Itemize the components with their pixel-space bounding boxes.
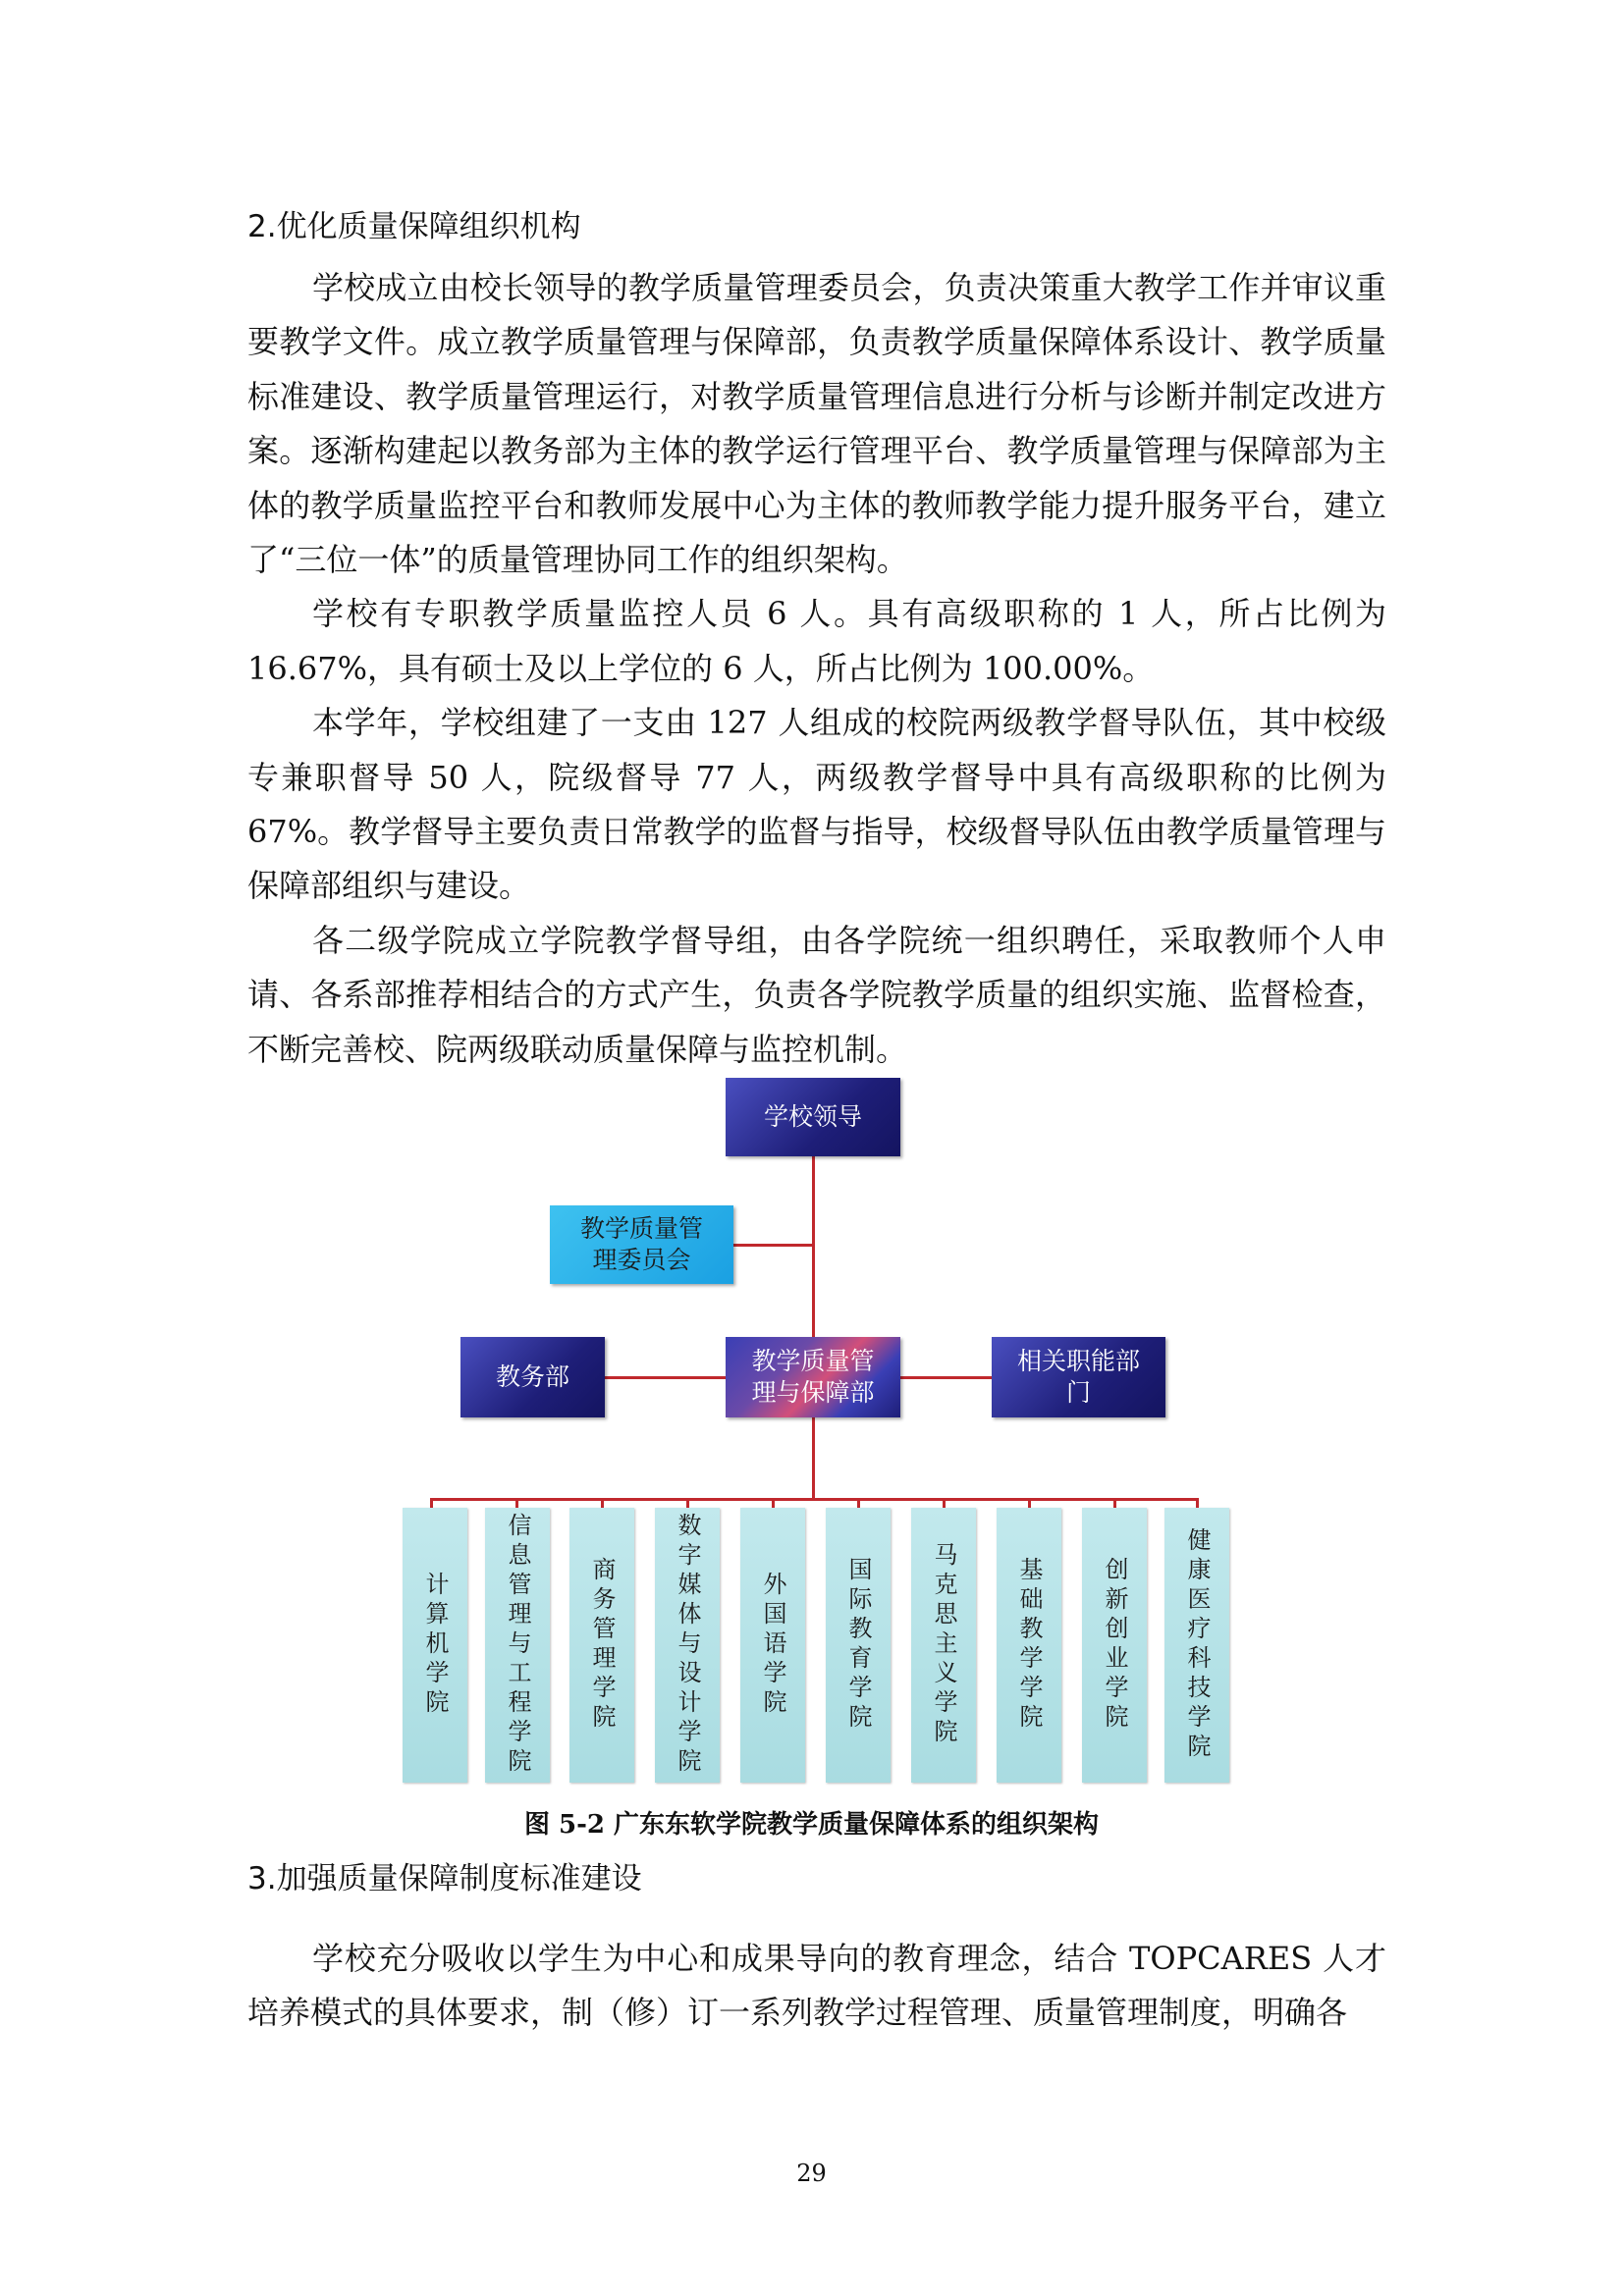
connector-line bbox=[900, 1376, 992, 1379]
college-box: 计算机学院 bbox=[403, 1508, 467, 1783]
college-box: 数字媒体与设计学院 bbox=[655, 1508, 720, 1783]
connector-line bbox=[430, 1498, 1198, 1501]
section-2-body bbox=[247, 261, 1386, 1077]
quality-assurance-dept-box: 教学质量管理与保障部 bbox=[726, 1337, 900, 1417]
paragraph: 学校成立由校长领导的教学质量管理委员会，负责决策重大教学工作并审议重要教学文件。成立教学质量管理与保障部，负责教学质量保障体系设计、教学质量标准建设、教学质量管理运行，对教学质量管理信息进行分析与诊断并制定改进方案。逐渐构建起以教务部为主体的教学运行管理平台、教学质量管理与保障部为主体的教学质量监控平台和教师发展中心为主体的教师教学能力提升服务平台，建立了“三位一体”的质量管理协同工作的组织架构。 bbox=[247, 269, 1386, 579]
section-3-body bbox=[247, 1932, 1386, 2041]
paragraph: 本学年，学校组建了一支由 127 人组成的校院两级教学督导队伍，其中校级专兼职督导 50 人，院级督导 77 人，两级教学督导中具有高级职称的比例为 67%。教学督导主要负责日常教学的监督与指导，校级督导队伍由教学质量管理与保障部组织与建设。 bbox=[247, 704, 1386, 905]
college-box: 健康医疗科技学院 bbox=[1164, 1508, 1229, 1783]
section-heading-2: 2.优化质量保障组织机构 bbox=[247, 209, 581, 244]
academic-affairs-box: 教务部 bbox=[460, 1337, 605, 1417]
page-number: 29 bbox=[796, 2160, 827, 2187]
college-box: 马克思主义学院 bbox=[911, 1508, 976, 1783]
section-heading-3: 3.加强质量保障制度标准建设 bbox=[247, 1861, 642, 1896]
college-box: 信息管理与工程学院 bbox=[485, 1508, 550, 1783]
related-departments-box: 相关职能部门 bbox=[992, 1337, 1165, 1417]
college-box: 外国语学院 bbox=[740, 1508, 805, 1783]
connector-line bbox=[812, 1156, 815, 1500]
college-box: 商务管理学院 bbox=[569, 1508, 634, 1783]
paragraph: 学校有专职教学质量监控人员 6 人。具有高级职称的 1 人，所占比例为 16.67%，具有硕士及以上学位的 6 人，所占比例为 100.00%。 bbox=[247, 595, 1386, 687]
school-leadership-box: 学校领导 bbox=[726, 1078, 900, 1156]
connector-line bbox=[733, 1244, 814, 1247]
quality-committee-box: 教学质量管理委员会 bbox=[550, 1205, 733, 1284]
paragraph: 各二级学院成立学院教学督导组，由各学院统一组织聘任，采取教师个人申请、各系部推荐相结合的方式产生，负责各学院教学质量的组织实施、监督检查，不断完善校、院两级联动质量保障与监控机制。 bbox=[247, 921, 1386, 1068]
connector-line bbox=[605, 1376, 726, 1379]
college-box: 基础教学学院 bbox=[997, 1508, 1061, 1783]
org-chart bbox=[0, 1070, 1623, 1801]
figure-caption: 图 5-2 广东东软学院教学质量保障体系的组织架构 bbox=[523, 1810, 1100, 1840]
paragraph: 学校充分吸收以学生为中心和成果导向的教育理念，结合 TOPCARES 人才培养模式的具体要求，制（修）订一系列教学过程管理、质量管理制度，明确各 bbox=[247, 1940, 1386, 2032]
college-box: 创新创业学院 bbox=[1082, 1508, 1147, 1783]
college-box: 国际教育学院 bbox=[826, 1508, 891, 1783]
